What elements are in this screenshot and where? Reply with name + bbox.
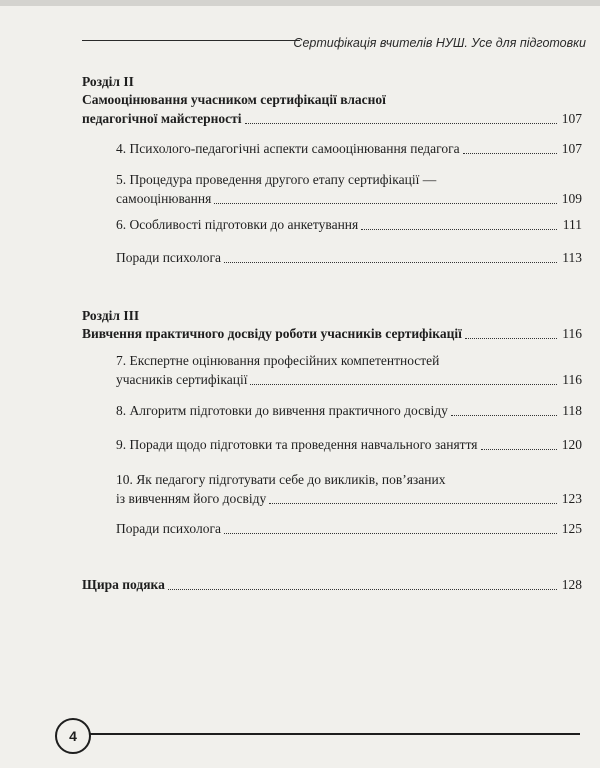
dot-leader (465, 337, 557, 339)
page-ref: 128 (561, 577, 582, 592)
acknowledgement-title: Щира подяка (82, 577, 165, 592)
section-2-title-row[interactable] (82, 109, 582, 128)
dot-leader (269, 502, 557, 504)
entry-title: 6. Особливості підготовки до анкетування (116, 217, 359, 232)
entry-title-line1: 5. Процедура проведення другого етапу сертифікації — (116, 172, 437, 187)
page-ref: 118 (562, 403, 582, 418)
toc-entry[interactable] (116, 248, 582, 267)
section-2-title-line1: Самооцінювання учасником сертифікації власної (82, 92, 386, 107)
page-ref: 123 (561, 491, 582, 506)
page-ref: 116 (562, 372, 582, 387)
page-ref: 125 (561, 521, 582, 536)
entry-title-line1: 7. Експертне оцінювання професійних компетентностей (116, 353, 440, 368)
page-ref: 120 (561, 437, 582, 452)
page-ref: 113 (562, 250, 582, 265)
entry-title: Поради психолога (116, 521, 221, 536)
running-header: Сертифікація вчителів НУШ. Усе для підготовки (293, 36, 586, 50)
page-number: 4 (55, 718, 91, 754)
section-3-title-row[interactable] (82, 324, 582, 343)
section-3-label: Розділ ІІІ (82, 308, 140, 323)
section-3-title: Вивчення практичного досвіду роботи учасників сертифікації (82, 326, 462, 341)
page-edge (0, 0, 600, 6)
section-2-title-line2: педагогічної майстерності (82, 111, 242, 126)
dot-leader (224, 261, 557, 263)
toc-entry[interactable] (116, 170, 582, 208)
toc-entry[interactable] (116, 519, 582, 538)
dot-leader (481, 448, 557, 450)
page-ref: 111 (562, 217, 582, 232)
dot-leader (463, 152, 557, 154)
entry-title: Поради психолога (116, 250, 221, 265)
dot-leader (245, 122, 557, 124)
entry-title: учасників сертифікації (116, 372, 248, 387)
entry-title: 9. Поради щодо підготовки та проведення навчального заняття (116, 437, 478, 452)
page-ref: 109 (561, 191, 582, 206)
entry-title-line1: 10. Як педагогу підготувати себе до викликів, пов’язаних (116, 472, 446, 487)
header-rule (82, 40, 300, 41)
page-ref: 116 (562, 326, 582, 341)
acknowledgement-row[interactable] (82, 575, 582, 594)
toc-entry[interactable] (116, 435, 582, 454)
section-2-label: Розділ ІІ (82, 74, 134, 89)
footer-rule (88, 733, 580, 735)
dot-leader (250, 383, 557, 385)
page-ref: 107 (561, 111, 582, 126)
entry-title: із вивченням його досвіду (116, 491, 267, 506)
entry-title: самооцінювання (116, 191, 212, 206)
dot-leader (168, 588, 557, 590)
dot-leader (361, 228, 557, 230)
dot-leader (214, 202, 557, 204)
toc-entry[interactable] (116, 351, 582, 389)
entry-title: 8. Алгоритм підготовки до вивчення практичного досвіду (116, 403, 448, 418)
page-ref: 107 (561, 141, 582, 156)
toc-entry[interactable] (116, 470, 582, 508)
toc-entry[interactable] (116, 139, 582, 158)
dot-leader (451, 414, 557, 416)
dot-leader (224, 532, 557, 534)
entry-title: 4. Психолого-педагогічні аспекти самооцінювання педагога (116, 141, 460, 156)
toc-entry[interactable] (116, 401, 582, 420)
toc-entry[interactable] (116, 215, 582, 234)
